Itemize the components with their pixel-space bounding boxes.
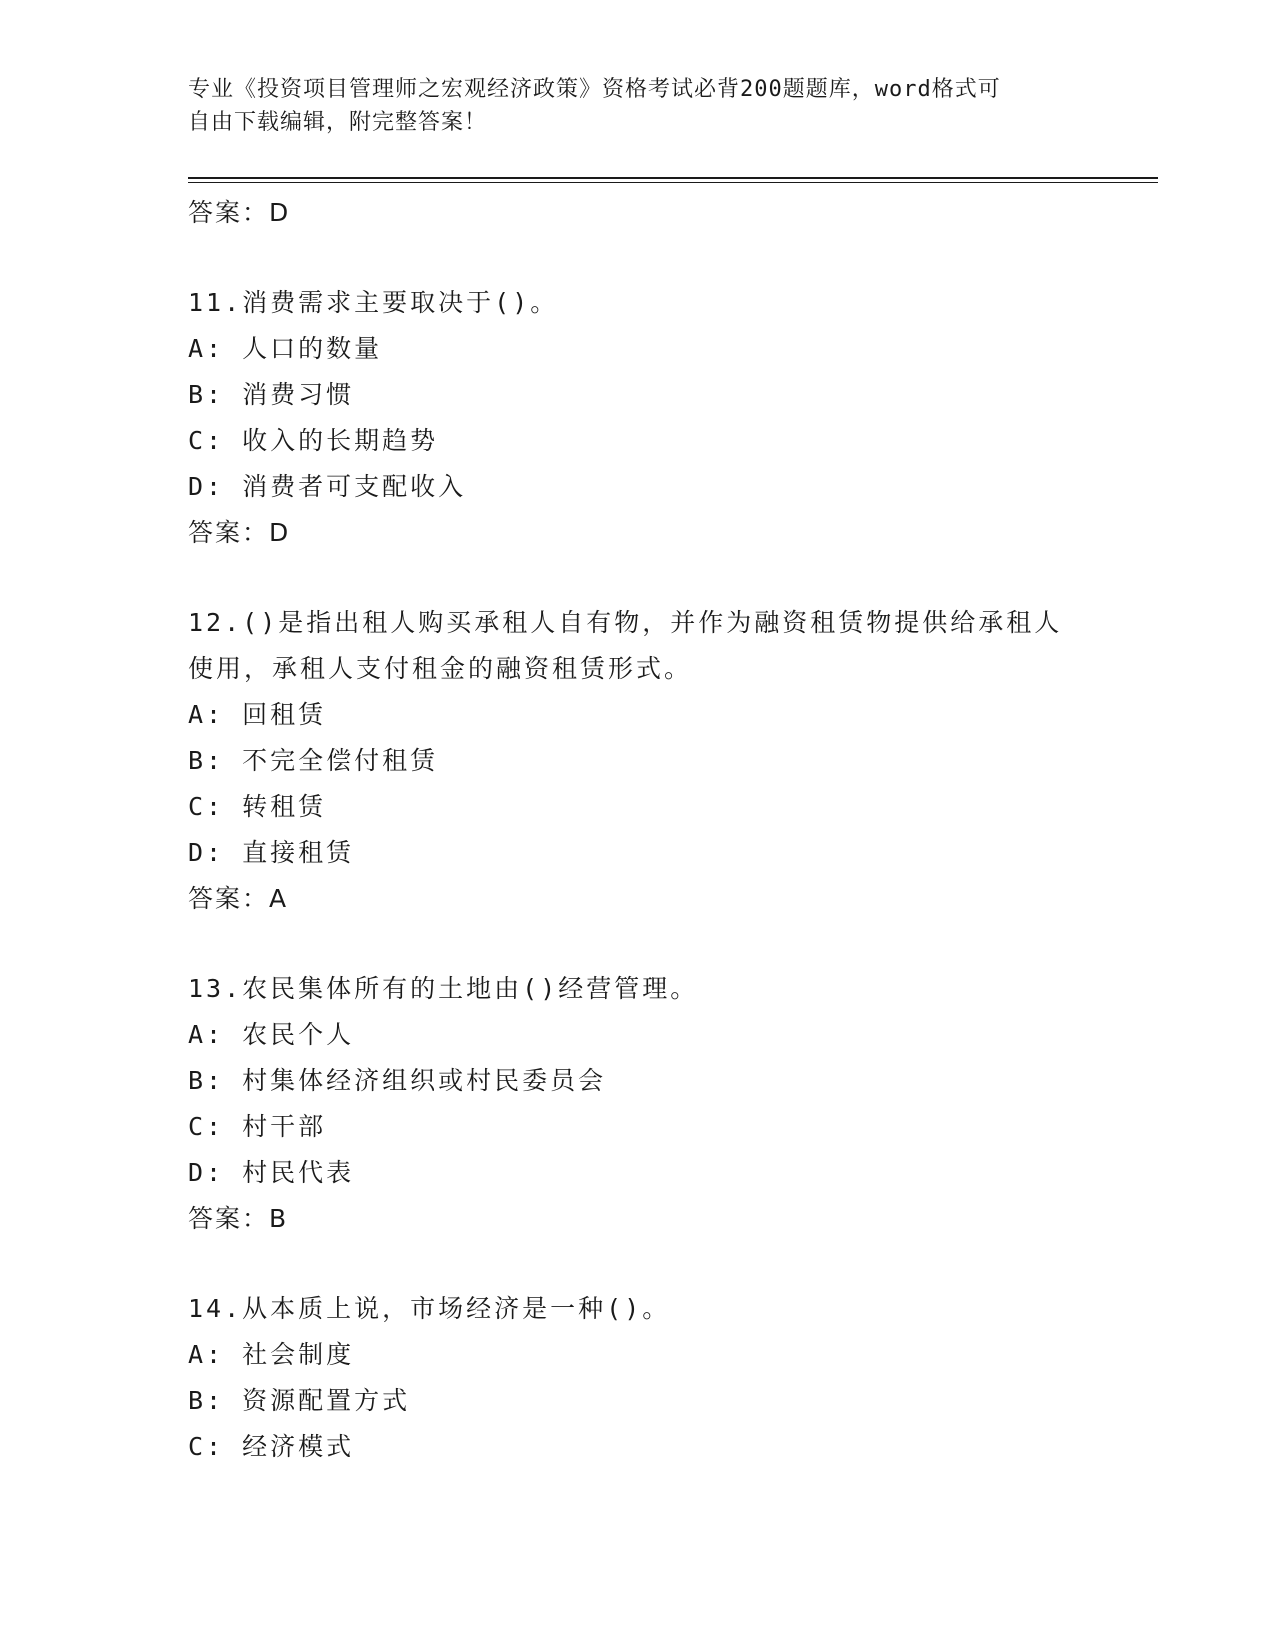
spacer (188, 922, 1088, 966)
option-d: D: 村民代表 (188, 1158, 355, 1187)
answer: 答案：A (188, 884, 289, 913)
option-c: C: 经济模式 (188, 1432, 355, 1461)
question-stem: 13.农民集体所有的土地由()经营管理。 (188, 974, 699, 1003)
option-b: B: 消费习惯 (188, 380, 355, 409)
option-a: A: 社会制度 (188, 1340, 355, 1369)
option-b: B: 不完全偿付租赁 (188, 746, 439, 775)
question-13 (188, 966, 1088, 1242)
option-c: C: 收入的长期趋势 (188, 426, 439, 455)
question-stem-line-2: 使用，承租人支付租金的融资租赁形式。 (188, 654, 693, 683)
header-divider-thick (188, 177, 1158, 179)
header-line-2: 自由下载编辑，附完整答案！ (188, 110, 488, 135)
spacer (188, 236, 1088, 280)
question-stem: 11.消费需求主要取决于()。 (188, 288, 559, 317)
spacer (188, 556, 1088, 600)
option-a: A: 回租赁 (188, 700, 327, 729)
question-list (188, 190, 1088, 1470)
answer: 答案：D (188, 518, 291, 547)
header-line-1: 专业《投资项目管理师之宏观经济政策》资格考试必背200题题库，word格式可 (188, 77, 1001, 102)
option-a: A: 农民个人 (188, 1020, 355, 1049)
question-stem: 14.从本质上说，市场经济是一种()。 (188, 1294, 671, 1323)
option-b: B: 资源配置方式 (188, 1386, 411, 1415)
question-11 (188, 280, 1088, 556)
question-12 (188, 600, 1088, 922)
option-c: C: 村干部 (188, 1112, 327, 1141)
option-b: B: 村集体经济组织或村民委员会 (188, 1066, 607, 1095)
question-14 (188, 1286, 1088, 1470)
spacer (188, 1242, 1088, 1286)
header-divider-thin (188, 182, 1158, 183)
document-header (188, 73, 1068, 139)
question-stem-line-1: 12.()是指出租人购买承租人自有物，并作为融资租赁物提供给承租人 (188, 608, 1063, 637)
previous-answer: 答案：D (188, 198, 291, 227)
option-d: D: 消费者可支配收入 (188, 472, 467, 501)
option-a: A: 人口的数量 (188, 334, 383, 363)
answer: 答案：B (188, 1204, 289, 1233)
option-c: C: 转租赁 (188, 792, 327, 821)
option-d: D: 直接租赁 (188, 838, 355, 867)
